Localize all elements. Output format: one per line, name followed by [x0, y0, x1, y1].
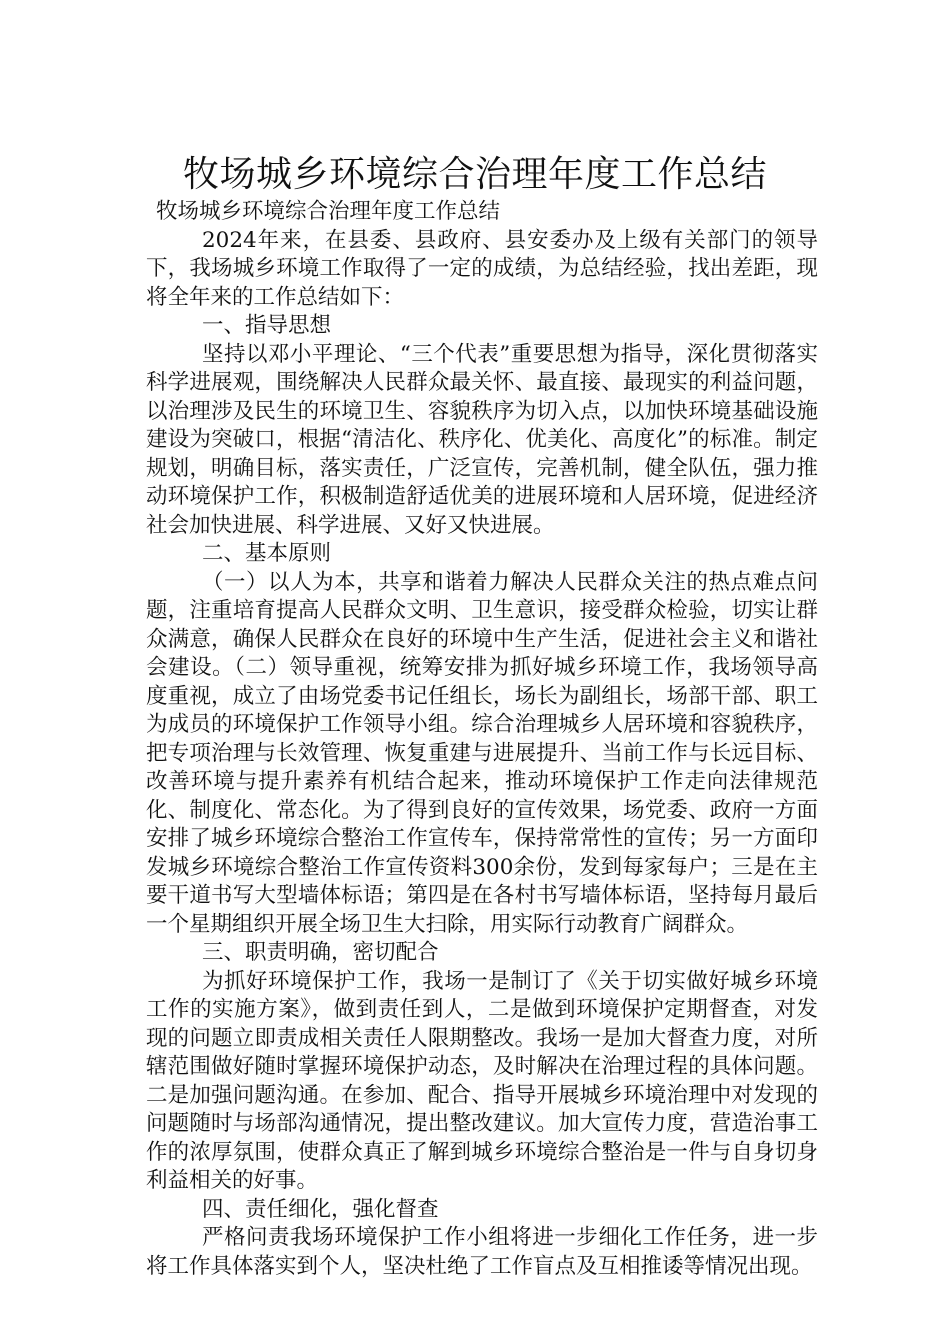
supervision-paragraph: 严格问责我场环境保护工作小组将进一步细化工作任务，进一步将工作具体落实到个人，坚决杜绝了工作盲点及互相推诿等情况出现。: [146, 1225, 818, 1279]
section-heading-guiding-ideology: 一、指导思想: [202, 313, 332, 338]
guiding-ideology-paragraph: 坚持以邓小平理论、“三个代表”重要思想为指导，深化贯彻落实科学进展观，围绕解决人民群众最关怀、最直接、最现实的利益问题，以治理涉及民生的环境卫生、容貌秩序为切入点，以加快环境基础设施建设为突破口，根据“清洁化、秩序化、优美化、高度化”的标准。制定规划，明确目标，落实责任，广泛宣传，完善机制，健全队伍，强力推动环境保护工作，积极制造舒适优美的进展环境和人居环境，促进经济社会加快进展、科学进展、又好又快进展。: [146, 341, 818, 538]
section-heading-basic-principles: 二、基本原则: [202, 541, 332, 566]
intro-paragraph: 2024年来，在县委、县政府、县安委办及上级有关部门的领导下，我场城乡环境工作取得了一定的成绩，为总结经验，找出差距，现将全年来的工作总结如下：: [146, 227, 818, 310]
basic-principles-paragraph: （一）以人为本，共享和谐着力解决人民群众关注的热点难点问题，注重培育提高人民群众文明、卫生意识，接受群众检验，切实让群众满意，确保人民群众在良好的环境中生产生活，促进社会主义和谐社会建设。（二）领导重视，统筹安排为抓好城乡环境工作，我场领导高度重视，成立了由场党委书记任组长，场长为副组长，场部干部、职工为成员的环境保护工作领导小组。综合治理城乡人居环境和容貌秩序，把专项治理与长效管理、恢复重建与进展提升、当前工作与长远目标、改善环境与提升素养有机结合起来，推动环境保护工作走向法律规范化、制度化、常态化。为了得到良好的宣传效果，场党委、政府一方面安排了城乡环境综合整治工作宣传车，保持常常性的宣传；另一方面印发城乡环境综合整治工作宣传资料300余份，发到每家每户；三是在主要干道书写大型墙体标语；第四是在各村书写墙体标语，坚持每月最后一个星期组织开展全场卫生大扫除，用实际行动教育广阔群众。: [146, 569, 818, 937]
responsibilities-paragraph: 为抓好环境保护工作，我场一是制订了《关于切实做好城乡环境工作的实施方案》，做到责任到人，二是做到环境保护定期督查，对发现的问题立即责成相关责任人限期整改。我场一是加大督查力度，对所辖范围做好随时掌握环境保护动态，及时解决在治理过程的具体问题。二是加强问题沟通。在参加、配合、指导开展城乡环境治理中对发现的问题随时与场部沟通情况，提出整改建议。加大宣传力度，营造治事工作的浓厚氛围，使群众真正了解到城乡环境综合整治是一件与自身切身利益相关的好事。: [146, 968, 818, 1193]
document-title: 牧场城乡环境综合治理年度工作总结: [182, 154, 767, 196]
section-heading-responsibilities: 三、职责明确，密切配合: [202, 940, 439, 965]
document-subtitle: 牧场城乡环境综合治理年度工作总结: [156, 199, 501, 224]
section-heading-supervision: 四、责任细化，强化督查: [202, 1196, 439, 1222]
document-body: [146, 198, 818, 1281]
